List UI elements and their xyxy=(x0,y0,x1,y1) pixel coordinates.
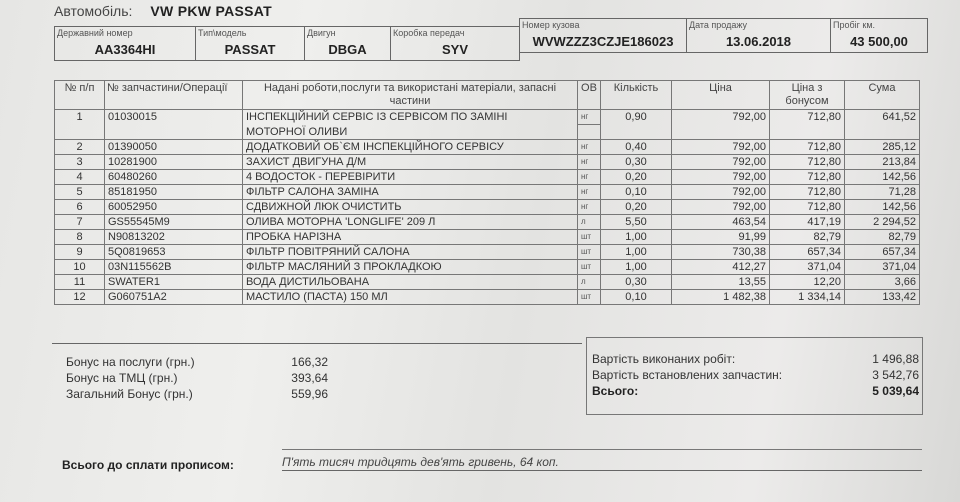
table-row: 2 01390050 ДОДАТКОВИЙ ОБ`ЄМ ІНСПЕКЦІЙНОГО СЕРВІСУ нг 0,40 792,00 712,80 285,12 xyxy=(55,140,920,155)
bonus-total-row: Загальний Бонус (грн.) 559,96 xyxy=(66,387,328,401)
divider-line xyxy=(52,343,582,344)
signature-line xyxy=(282,449,922,450)
amount-in-words-label: Всього до сплати прописом: xyxy=(62,458,234,472)
col-header-qty: Кількість xyxy=(601,81,672,110)
table-row-continued: МОТОРНОЇ ОЛИВИ xyxy=(55,125,920,140)
col-header-desc: Надані роботи,послуги та використані матеріали, запасні частини xyxy=(243,81,578,110)
info-vin: Номер кузова WVWZZZ3CZJE186023 xyxy=(520,19,687,52)
bonus-summary xyxy=(66,355,328,403)
car-line xyxy=(54,3,272,19)
parts-cost-row: Вартість встановлених запчастин: 3 542,76 xyxy=(592,368,919,382)
amount-in-words: П'ять тисяч тридцять дев'ять гривень, 64 коп. xyxy=(282,455,922,471)
col-header-code: № запчастини/Операції xyxy=(105,81,243,110)
table-row: 6 60052950 СДВИЖНОЙ ЛЮК ОЧИСТИТЬ нг 0,20 792,00 712,80 142,56 xyxy=(55,200,920,215)
bonus-goods-row: Бонус на ТМЦ (грн.) 393,64 xyxy=(66,371,328,385)
table-row: 5 85181950 ФІЛЬТР САЛОНА ЗАМІНА нг 0,10 792,00 712,80 71,28 xyxy=(55,185,920,200)
table-row: 11 SWATER1 ВОДА ДИСТИЛЬОВАНА л 0,30 13,55 12,20 3,66 xyxy=(55,275,920,290)
info-sale-date: Дата продажу 13.06.2018 xyxy=(687,19,831,52)
table-row: 4 60480260 4 ВОДОСТОК - ПЕРЕВІРИТИ нг 0,20 792,00 712,80 142,56 xyxy=(55,170,920,185)
col-header-unit: ОВ xyxy=(578,81,601,110)
col-header-price: Ціна xyxy=(672,81,770,110)
items-table xyxy=(54,80,920,305)
table-header-row xyxy=(55,81,920,110)
labor-cost-row: Вартість виконаних робіт: 1 496,88 xyxy=(592,352,919,366)
info-gearbox: Коробка передач SYV xyxy=(393,28,468,57)
table-row: 8 N90813202 ПРОБКА НАРІЗНА шт 1,00 91,99 82,79 82,79 xyxy=(55,230,920,245)
vehicle-info-left xyxy=(54,26,520,61)
totals-box xyxy=(586,337,923,415)
vehicle-info-right xyxy=(519,18,928,53)
table-row: 7 GS55545M9 ОЛИВА МОТОРНА 'LONGLIFE' 209 Л л 5,50 463,54 417,19 2 294,52 xyxy=(55,215,920,230)
info-engine: Двигун DBGA xyxy=(305,27,391,60)
col-header-bonus-price: Ціна з бонусом xyxy=(770,81,845,110)
table-row: 12 G060751A2 МАСТИЛО (ПАСТА) 150 МЛ шт 0,10 1 482,38 1 334,14 133,42 xyxy=(55,290,920,305)
table-row: 9 5Q0819653 ФІЛЬТР ПОВІТРЯНИЙ САЛОНА шт 1,00 730,38 657,34 657,34 xyxy=(55,245,920,260)
info-plate: Державний номер AA3364HI xyxy=(55,27,196,60)
car-value: VW PKW PASSAT xyxy=(150,3,273,19)
bonus-services-row: Бонус на послуги (грн.) 166,32 xyxy=(66,355,328,369)
table-row: 1 01030015 ІНСПЕКЦІЙНИЙ СЕРВІС ІЗ СЕРВІСОМ ПО ЗАМІНІ нг 0,90 792,00 712,80 641,52 xyxy=(55,110,920,125)
car-label: Автомобіль: xyxy=(54,3,133,19)
table-row: 10 03N115562B ФІЛЬТР МАСЛЯНИЙ З ПРОКЛАДКОЮ шт 1,00 412,27 371,04 371,04 xyxy=(55,260,920,275)
col-header-sum: Сума xyxy=(845,81,920,110)
info-mileage: Пробіг км. 43 500,00 xyxy=(833,20,908,49)
table-row: 3 10281900 ЗАХИСТ ДВИГУНА Д/М нг 0,30 792,00 712,80 213,84 xyxy=(55,155,920,170)
grand-total-row: Всього: 5 039,64 xyxy=(592,384,919,398)
info-model: Тип\модель PASSAT xyxy=(196,27,305,60)
col-header-no: № п/п xyxy=(55,81,105,110)
